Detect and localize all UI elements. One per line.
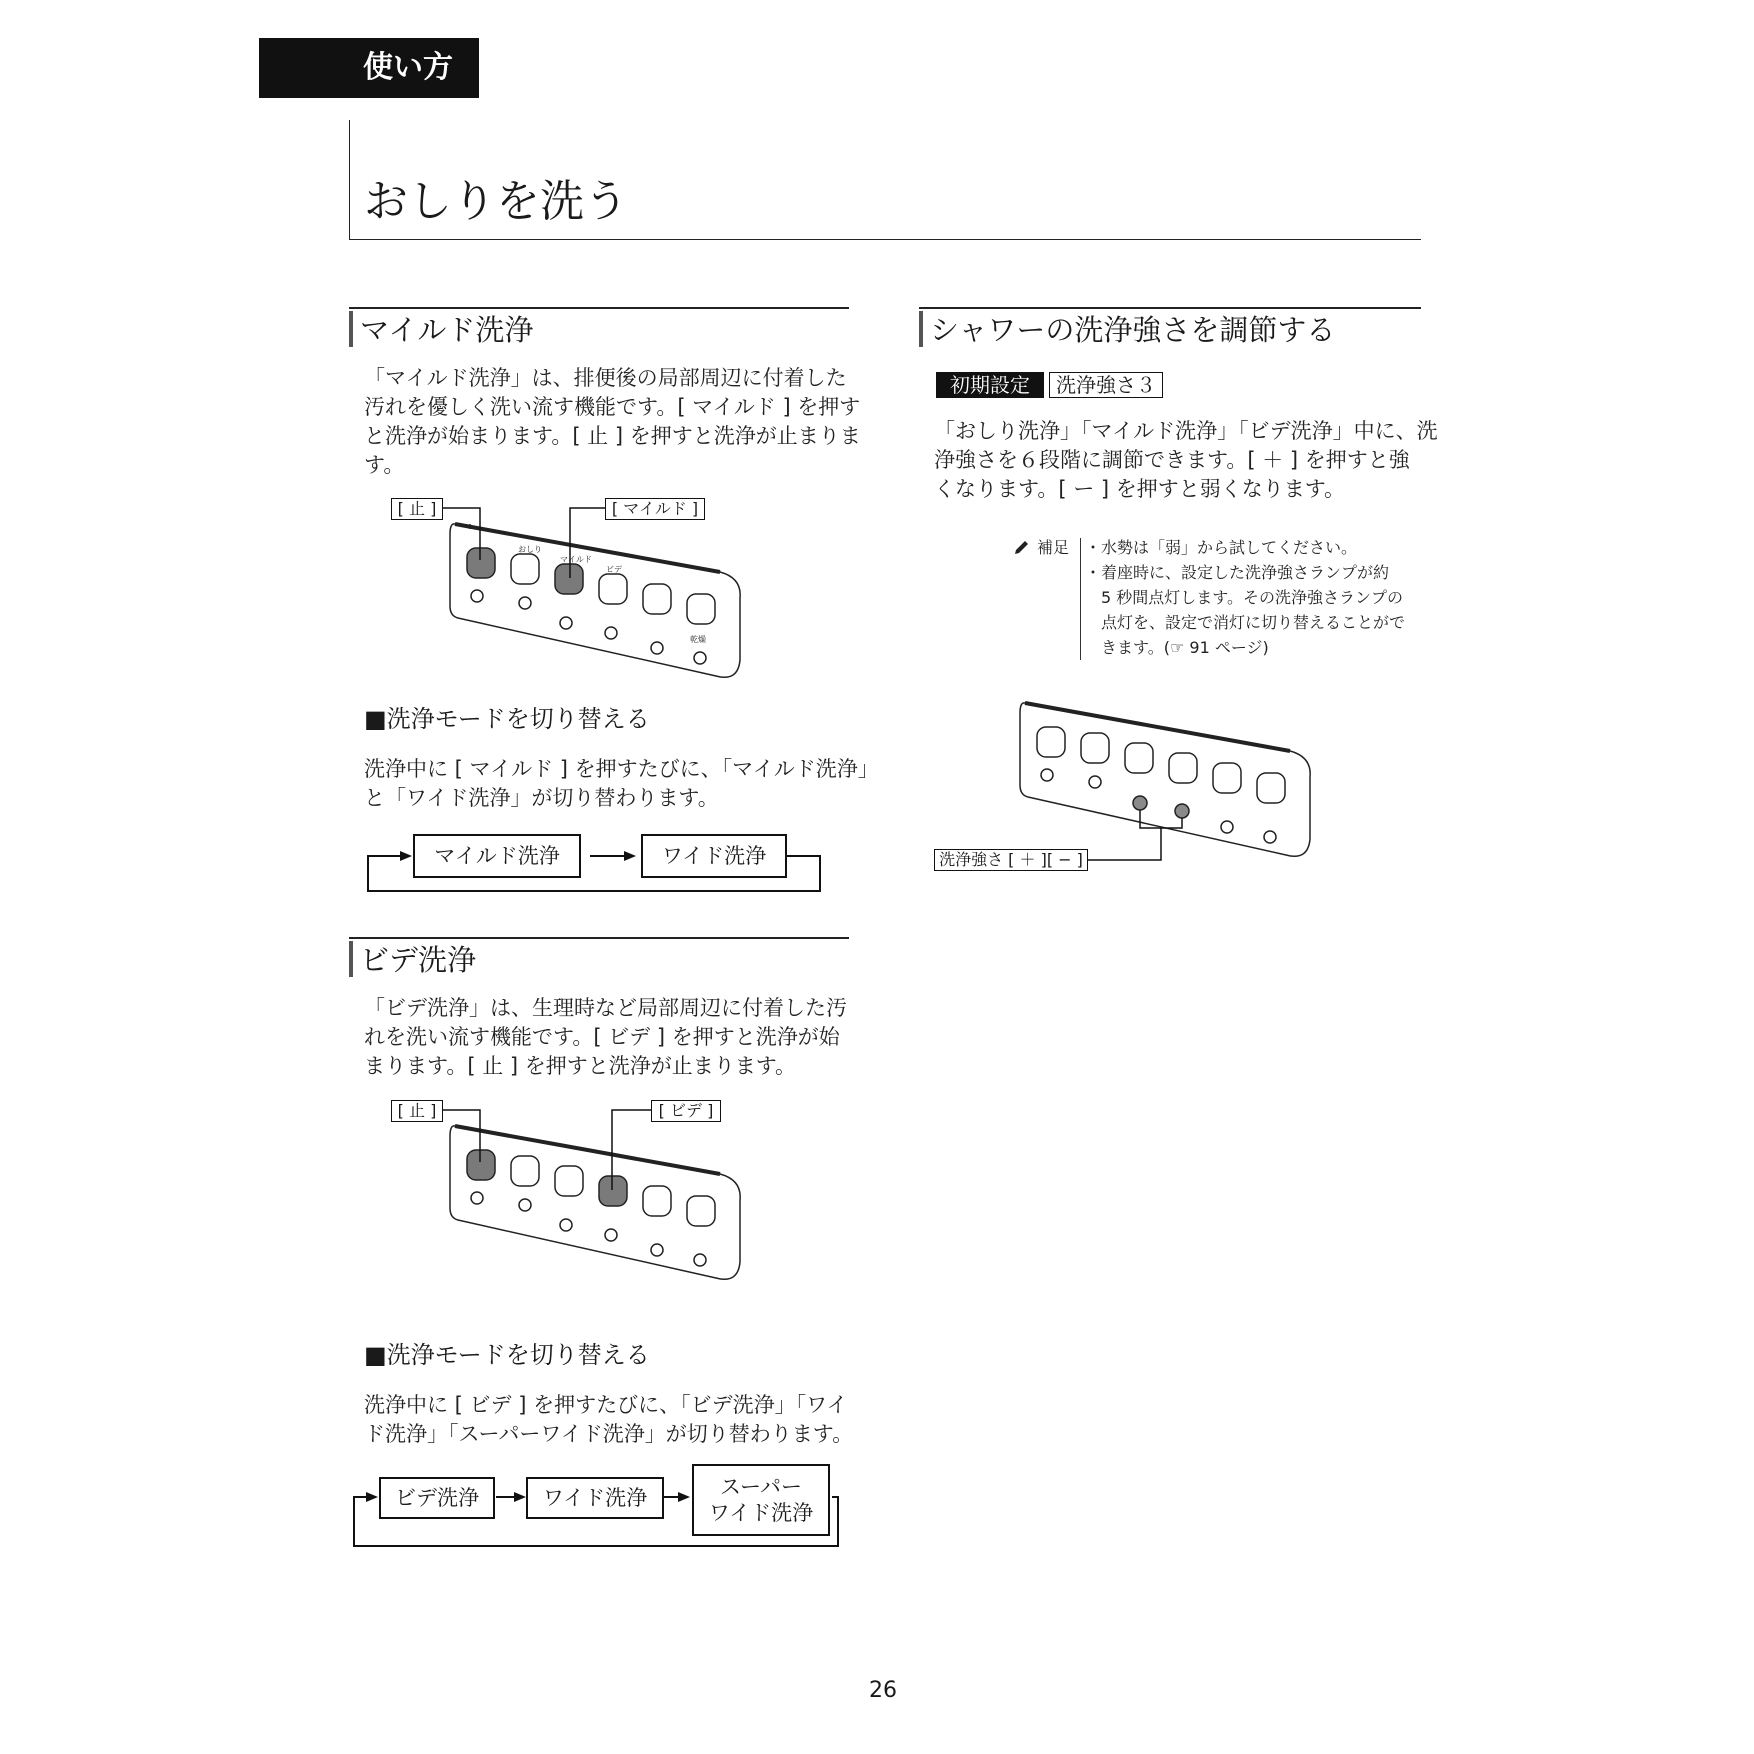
mild-line-3: と洗浄が始まります。[ 止 ] を押すと洗浄が止まりま [364, 424, 861, 448]
note-line-5: きます。(☞ 91 ページ) [1085, 638, 1269, 657]
page-title: おしりを洗う [364, 176, 628, 227]
flow-bidet-1: ビデ洗浄 [379, 1477, 495, 1519]
bidet-line-3: まります。[ 止 ] を押すと洗浄が止まります。 [364, 1054, 797, 1078]
flow-bidet-3-line-1: スーパー [720, 1475, 802, 1499]
label-mild-button: [ マイルド ] [605, 498, 705, 520]
title-rule-horizontal [349, 239, 1421, 240]
bidet-sub-description [364, 1391, 853, 1449]
remote-illustration-bidet [380, 1092, 760, 1302]
shower-line-3: くなります。[ ー ] を押すと弱くなります。 [934, 477, 1346, 501]
section-bar-bidet [349, 941, 353, 977]
flow-bidet-3 [692, 1464, 830, 1536]
bidet-sub-line-2: ド洗浄」「スーパーワイド洗浄」が切り替わります。 [364, 1422, 854, 1446]
section-rule-shower [919, 307, 1421, 309]
section-title-mild: マイルド洗浄 [360, 313, 534, 347]
mild-line-4: す。 [364, 453, 405, 477]
chapter-tab: 使い方 [259, 38, 479, 98]
flow-bidet-2: ワイド洗浄 [526, 1477, 664, 1519]
label-bidet-button: [ ビデ ] [651, 1100, 721, 1122]
mild-sub-line-1: 洗浄中に [ マイルド ] を押すたびに、「マイルド洗浄」 [364, 757, 879, 781]
bidet-sub-line-1: 洗浄中に [ ビデ ] を押すたびに、「ビデ洗浄」「ワイ [364, 1393, 848, 1417]
section-rule-mild [349, 307, 849, 309]
remote-illustration-mild [380, 490, 760, 700]
bidet-sub-title: ■洗浄モードを切り替える [364, 1341, 650, 1369]
shower-line-2: 浄強さを６段階に調節できます。[ ＋ ] を押すと強 [934, 448, 1410, 472]
note-line-3: 5 秒間点灯します。その洗浄強さランプの [1085, 588, 1403, 607]
flow-mild-1: マイルド洗浄 [413, 834, 581, 878]
section-title-shower: シャワーの洗浄強さを調節する [930, 313, 1336, 347]
flow-mild-2: ワイド洗浄 [641, 834, 787, 878]
mild-line-1: 「マイルド洗浄」は、排便後の局部周辺に付着した [364, 366, 847, 390]
shower-description [934, 417, 1438, 504]
section-rule-bidet [349, 937, 849, 939]
label-stop-mild: [ 止 ] [391, 498, 443, 520]
section-bar-shower [919, 311, 923, 347]
note-body [1085, 535, 1405, 660]
mild-line-2: 汚れを優しく洗い流す機能です。[ マイルド ] を押す [364, 395, 861, 419]
pencil-icon [1012, 538, 1032, 558]
section-title-bidet: ビデ洗浄 [360, 943, 477, 977]
label-stop-bidet: [ 止 ] [391, 1100, 443, 1122]
remote-label-dry: 乾燥 [690, 635, 706, 644]
remote-label-mild: マイルド [560, 555, 592, 564]
note-line-1: ・水勢は「弱」から試してください。 [1085, 538, 1358, 557]
bidet-description [364, 994, 847, 1081]
label-strength: 洗浄強さ [ ＋ ][ − ] [934, 849, 1088, 871]
default-setting-value: 洗浄強さ３ [1049, 372, 1163, 398]
mild-sub-description [364, 755, 879, 813]
mild-sub-title: ■洗浄モードを切り替える [364, 705, 650, 733]
note-line-4: 点灯を、設定で消灯に切り替えることがで [1085, 613, 1406, 632]
mild-sub-line-2: と「ワイド洗浄」が切り替わります。 [364, 786, 719, 810]
note-line-2: ・着座時に、設定した洗浄強さランプが約 [1085, 563, 1390, 582]
note-bar [1080, 538, 1081, 660]
flow-bidet-3-line-2: ワイド洗浄 [708, 1501, 814, 1525]
shower-line-1: 「おしり洗浄」「マイルド洗浄」「ビデ洗浄」中に、洗 [934, 419, 1438, 443]
mild-description [364, 364, 861, 480]
bidet-line-1: 「ビデ洗浄」は、生理時など局部周辺に付着した汚 [364, 996, 847, 1020]
title-rule-vertical [349, 120, 350, 240]
section-bar-mild [349, 311, 353, 347]
default-setting-badge: 初期設定 [936, 372, 1044, 398]
remote-label-oshiri: おしり [518, 545, 542, 554]
bidet-line-2: れを洗い流す機能です。[ ビデ ] を押すと洗浄が始 [364, 1025, 840, 1049]
remote-label-bidet: ビデ [606, 565, 622, 574]
page-number: 26 [869, 1678, 897, 1703]
note-label: 補足 [1037, 538, 1070, 557]
